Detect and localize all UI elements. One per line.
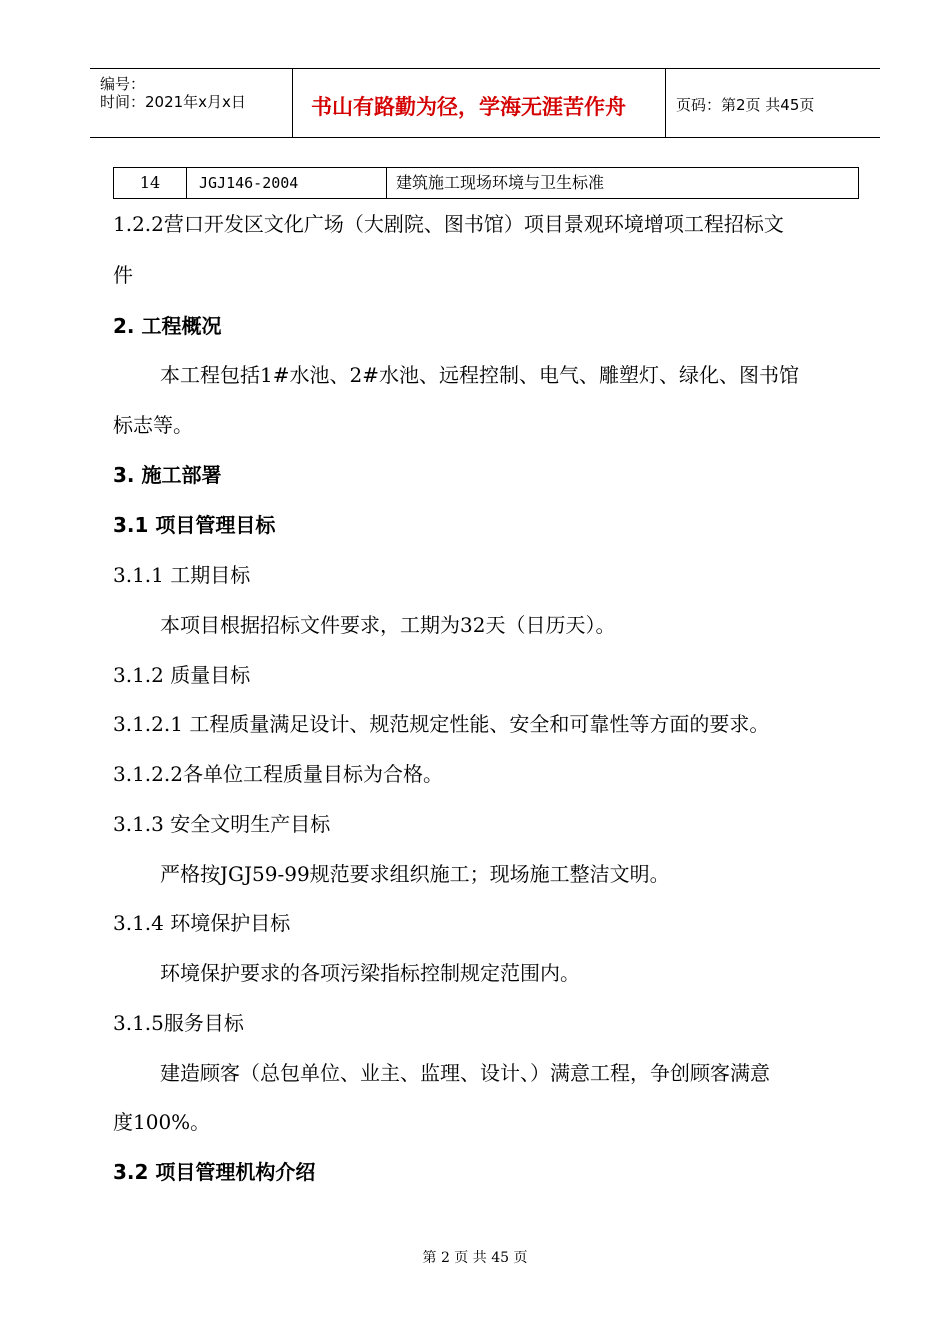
number-label: 编号：: [100, 75, 146, 93]
standards-table-row: [113, 167, 859, 199]
paragraph-line: 度100%。: [113, 1110, 211, 1134]
subsection-heading: 3.1 项目管理目标: [113, 513, 276, 537]
paragraph-line: 3.1.2.1 工程质量满足设计、规范规定性能、安全和可靠性等方面的要求。: [113, 712, 770, 736]
subsection-heading: 3.2 项目管理机构介绍: [113, 1160, 316, 1184]
paragraph-line: 建造顾客（总包单位、业主、监理、设计、）满意工程，争创顾客满意: [160, 1061, 770, 1085]
paragraph-line: 本项目根据招标文件要求，工期为32天（日历天）。: [160, 613, 616, 637]
document-header: [90, 68, 880, 138]
page-info: 页码：第2页 共45页: [676, 96, 815, 114]
paragraph-line: 严格按JGJ59-99规范要求组织施工；现场施工整洁文明。: [160, 862, 670, 886]
header-motto-cell: [293, 69, 666, 137]
subsection-heading: 3.1.4 环境保护目标: [113, 911, 291, 935]
paragraph-line: 3.1.2.2各单位工程质量目标为合格。: [113, 762, 443, 786]
subsection-heading: 3.1.1 工期目标: [113, 563, 251, 587]
motto-text: 书山有路勤为径，学海无涯苦作舟: [311, 95, 626, 119]
section-heading: 2. 工程概况: [113, 314, 222, 338]
subsection-heading: 3.1.5服务目标: [113, 1011, 244, 1035]
paragraph-line: 本工程包括1#水池、2#水池、远程控制、电气、雕塑灯、绿化、图书馆: [160, 363, 799, 387]
paragraph-line: 1.2.2营口开发区文化广场（大剧院、图书馆）项目景观环境增项工程招标文: [113, 212, 784, 236]
row-number: 14: [114, 168, 187, 198]
paragraph-line: 标志等。: [113, 413, 193, 437]
page-footer: 第 2 页 共 45 页: [422, 1250, 528, 1266]
header-meta-cell: [90, 69, 293, 137]
paragraph-line: 环境保护要求的各项污梁指标控制规定范围内。: [160, 961, 580, 985]
standard-code: JGJ146-2004: [187, 168, 387, 198]
section-heading: 3. 施工部署: [113, 463, 222, 487]
paragraph-line: 件: [113, 263, 133, 287]
subsection-heading: 3.1.2 质量目标: [113, 663, 251, 687]
time-label: 时间：2021年x月x日: [100, 93, 246, 111]
standard-name: 建筑施工现场环境与卫生标准: [396, 173, 605, 192]
subsection-heading: 3.1.3 安全文明生产目标: [113, 812, 331, 836]
